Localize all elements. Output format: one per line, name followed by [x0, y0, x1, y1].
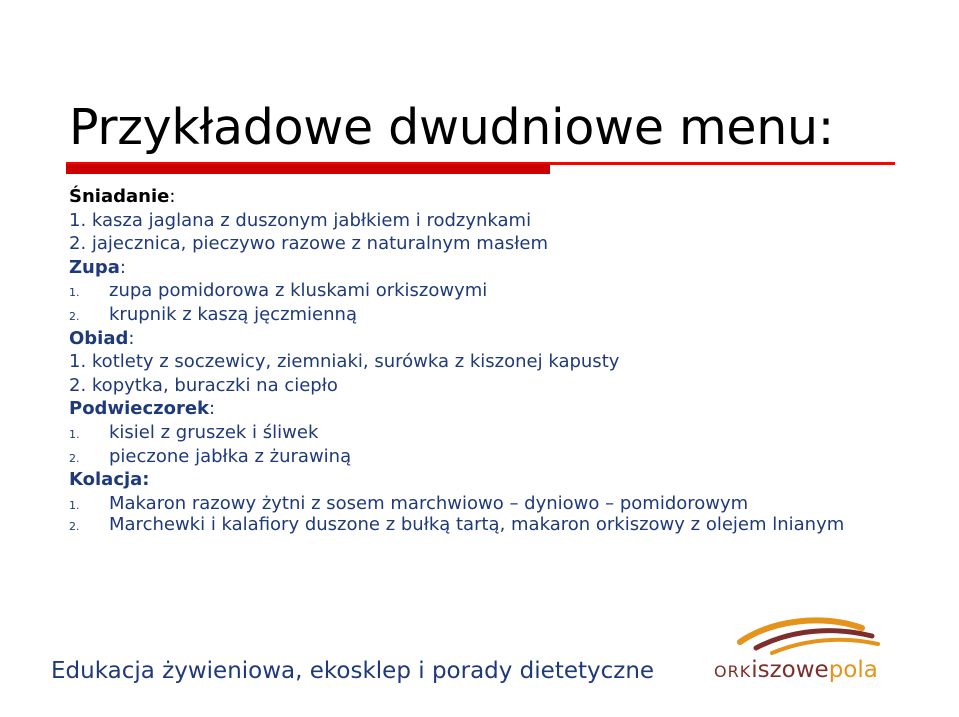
list-item: 2. krupnik z kaszą jęczmienną	[69, 303, 929, 327]
menu-content	[69, 185, 929, 537]
item-number: 2.	[69, 451, 80, 465]
item-number: 1.	[69, 498, 80, 512]
section-heading-soup: Zupa:	[69, 256, 126, 278]
list-item: 1. zupa pomidorowa z kluskami orkiszowymi	[69, 279, 929, 303]
wheat-swoosh-icon	[712, 606, 912, 656]
logo-wordmark: ORKiszowepola	[714, 657, 878, 683]
page-title: Przykładowe dwudniowe menu:	[69, 99, 834, 156]
item-number: 1.	[69, 427, 80, 441]
section-heading-lunch: Obiad:	[69, 327, 135, 349]
title-divider-bar	[66, 164, 550, 174]
item-number: 1.	[69, 286, 80, 300]
list-item: 2. Marchewki i kalafiory duszone z bułką tartą, makaron orkiszowy z olejem lnianym	[69, 514, 845, 536]
list-item: 1. kasza jaglana z duszonym jabłkiem i rodzynkami	[69, 209, 532, 231]
item-number: 2.	[69, 520, 80, 534]
list-item: 2. pieczone jabłka z żurawiną	[69, 445, 929, 469]
list-item: 2. kopytka, buraczki na ciepło	[69, 374, 338, 396]
list-item: 2. jajecznica, pieczywo razowe z naturalnym masłem	[69, 233, 548, 255]
list-item: 1. kisiel z gruszek i śliwek	[69, 421, 929, 445]
section-heading-dinner: Kolacja:	[69, 469, 150, 491]
list-item: 1. Makaron razowy żytni z sosem marchwiowo – dyniowo – pomidorowym	[69, 492, 929, 516]
footer-text: Edukacja żywieniowa, ekosklep i porady dietetyczne	[51, 658, 655, 684]
item-number: 2.	[69, 309, 80, 323]
list-item: 1. kotlety z soczewicy, ziemniaki, surówka z kiszonej kapusty	[69, 351, 620, 373]
section-heading-snack: Podwieczorek:	[69, 398, 216, 420]
section-heading-breakfast: Śniadanie:	[69, 186, 176, 207]
